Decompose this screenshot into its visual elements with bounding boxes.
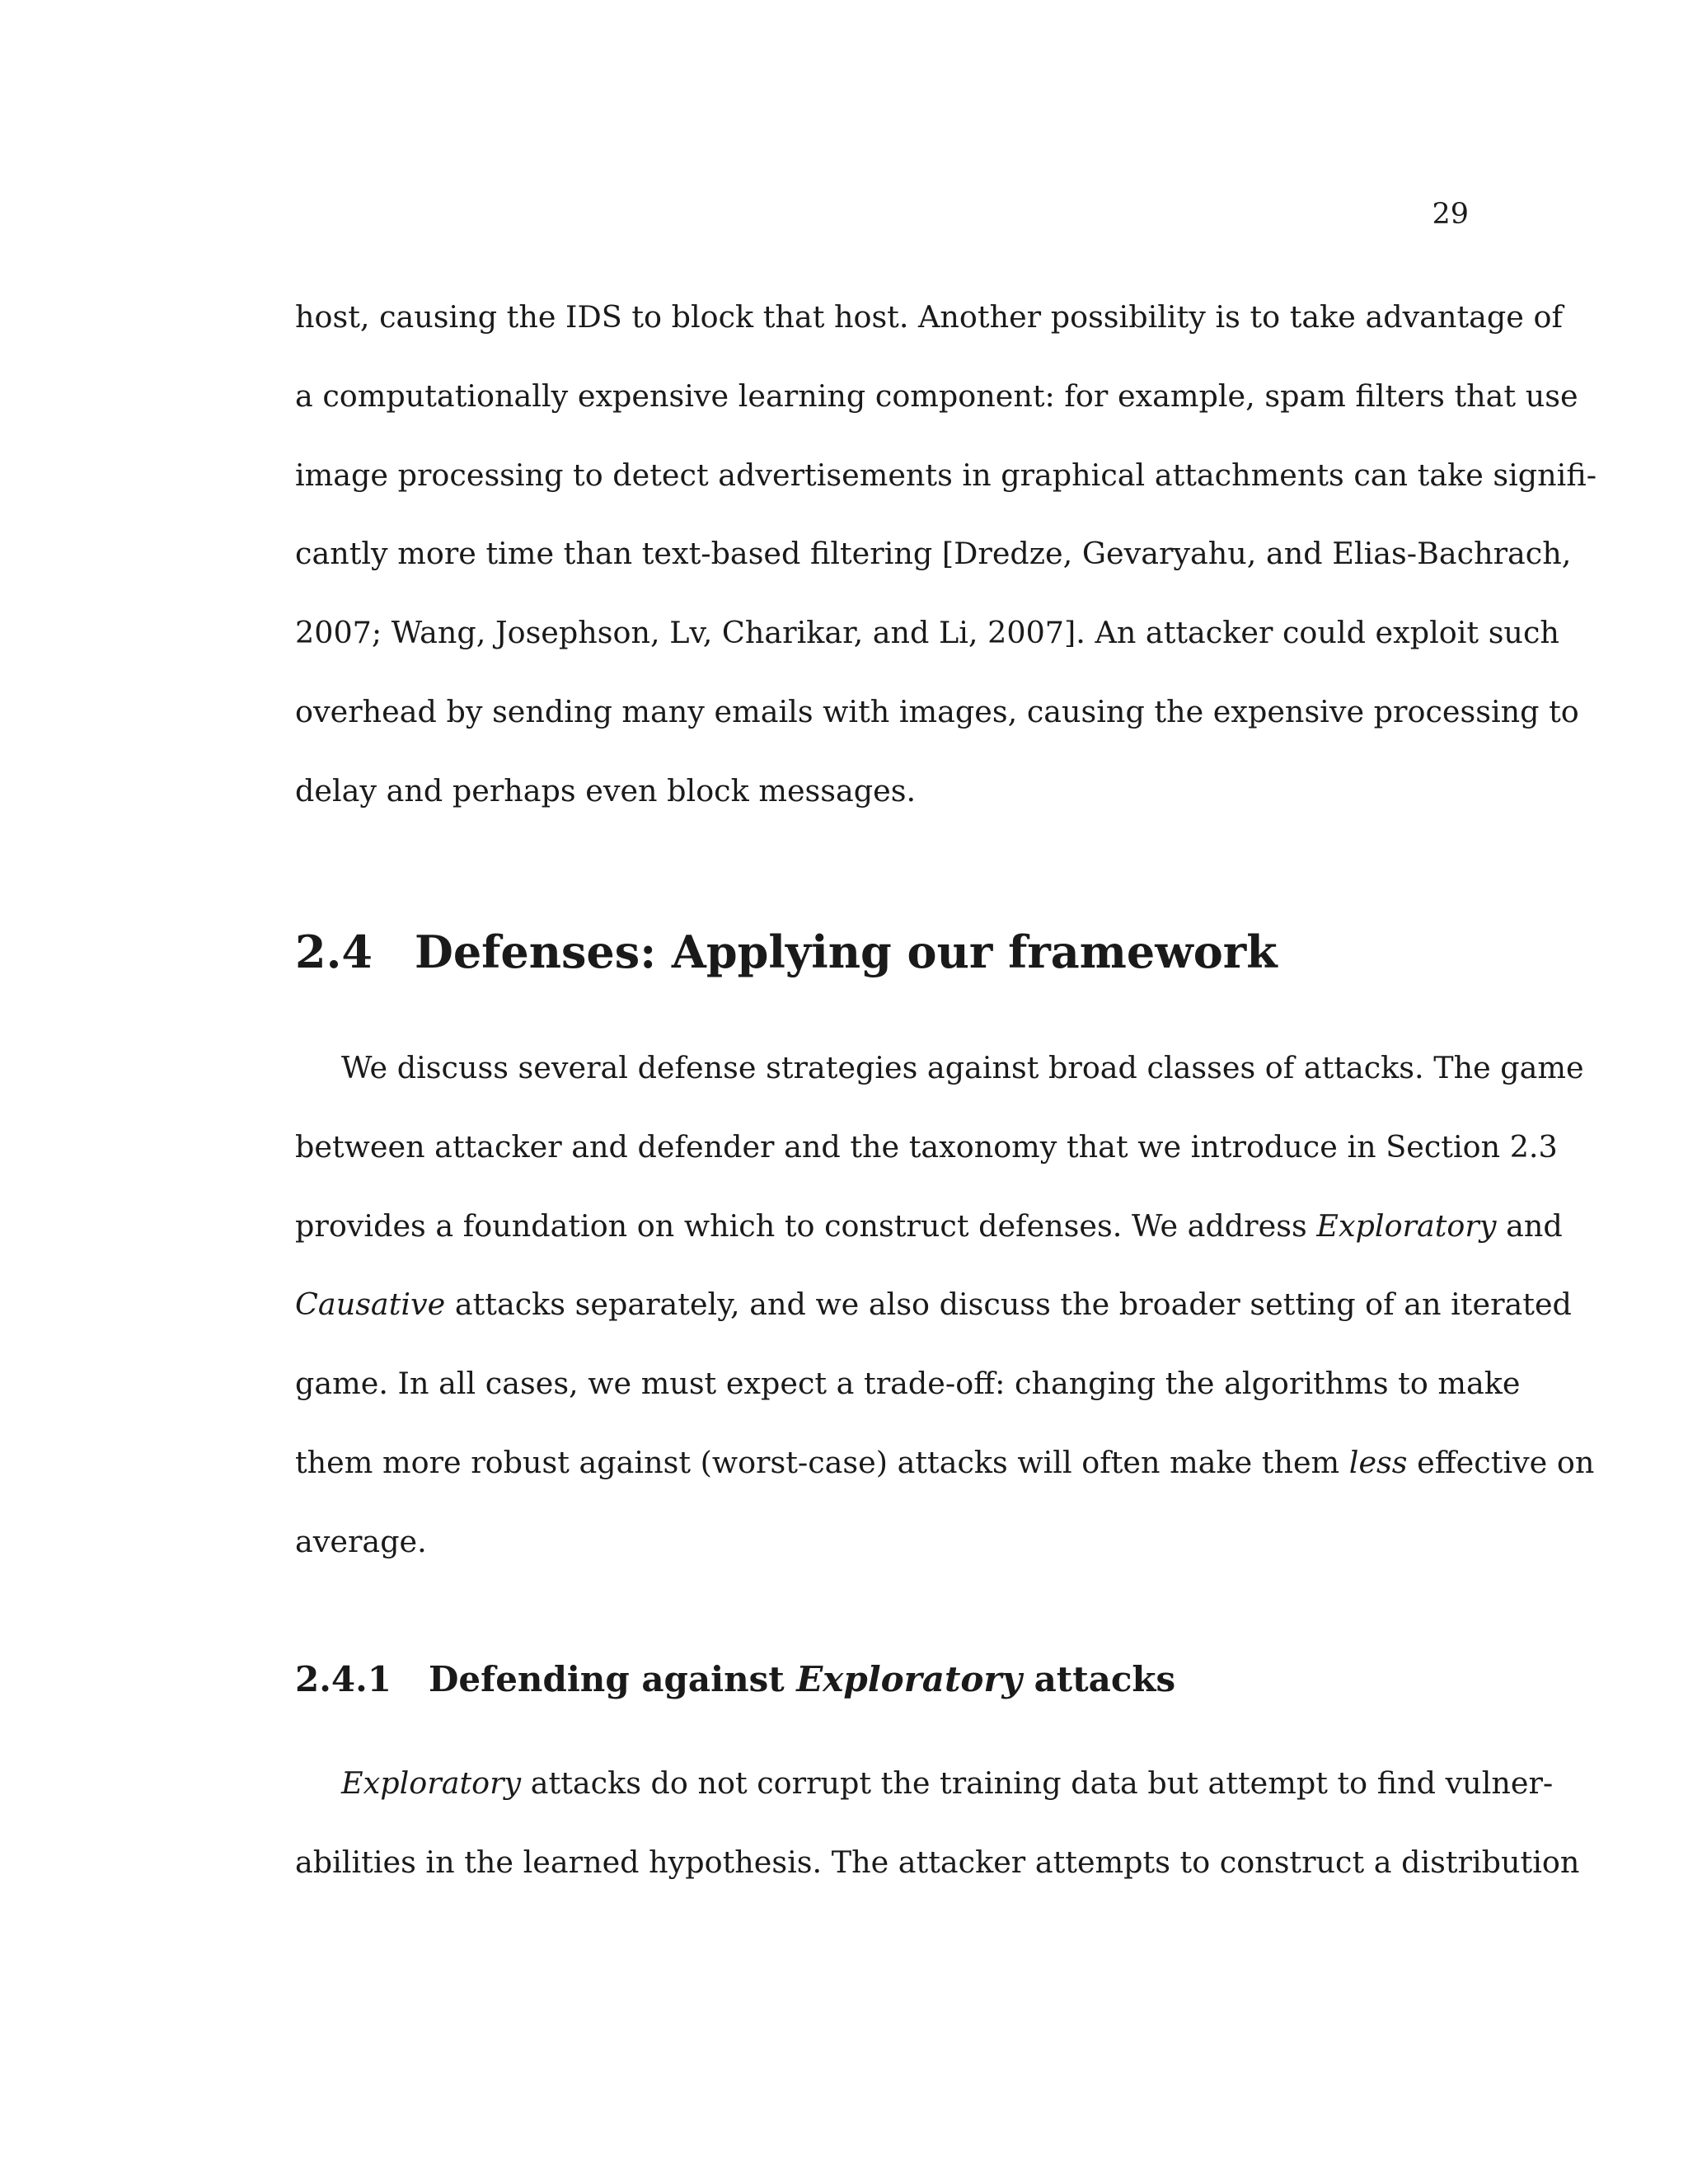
text-line: between attacker and defender and the taxonomy that we introduce in Section 2.3 <box>295 1128 1558 1165</box>
text-line: 2007; Wang, Josephson, Lv, Charikar, and Li, 2007]. An attacker could exploit such <box>295 615 1559 651</box>
subsection-number: 2.4.1 <box>295 1659 392 1699</box>
emphasis: less <box>1348 1444 1408 1480</box>
text-line: overhead by sending many emails with images, causing the expensive processing to <box>295 693 1579 729</box>
text-line: abilities in the learned hypothesis. The attacker attempts to construct a distribution <box>295 1844 1580 1880</box>
emphasis: Exploratory <box>341 1765 522 1801</box>
text-line: image processing to detect advertisements in graphical attachments can take signifi- <box>295 457 1597 493</box>
paragraph-exploratory <box>295 1765 1580 1925</box>
text-line: a computationally expensive learning component: for example, spam filters that use <box>295 377 1578 414</box>
text-line: provides a foundation on which to construct defenses. We address Exploratory and <box>295 1207 1563 1244</box>
text-line: average. <box>295 1523 427 1559</box>
subsection-heading: 2.4.1 Defending against Exploratory attacks <box>295 1659 1176 1699</box>
text-line: Exploratory attacks do not corrupt the training data but attempt to find vulner- <box>341 1765 1554 1801</box>
text-line: game. In all cases, we must expect a trade-off: changing the algorithms to make <box>295 1366 1521 1402</box>
section-number: 2.4 <box>295 926 373 978</box>
text-line: Causative attacks separately, and we also discuss the broader setting of an iterated <box>295 1286 1572 1323</box>
emphasis: Exploratory <box>796 1659 1022 1699</box>
text-line: We discuss several defense strategies against broad classes of attacks. The game <box>341 1050 1584 1085</box>
text-line: them more robust against (worst-case) attacks will often make them less effective on <box>295 1444 1595 1480</box>
section-heading <box>295 926 1278 978</box>
text-line: delay and perhaps even block messages. <box>295 772 917 808</box>
page-number: 29 <box>1432 198 1469 231</box>
emphasis: Causative <box>295 1286 446 1323</box>
text-line: cantly more time than text-based filtering [Dredze, Gevaryahu, and Elias-Bachrach, <box>295 536 1572 572</box>
paragraph-defenses <box>295 1050 1595 1605</box>
paragraph-continuation <box>295 299 1597 854</box>
emphasis: Exploratory <box>1316 1207 1497 1244</box>
text-line: host, causing the IDS to block that host. Another possibility is to take advantage of <box>295 299 1563 335</box>
section-title: Defenses: Applying our framework <box>415 926 1278 978</box>
